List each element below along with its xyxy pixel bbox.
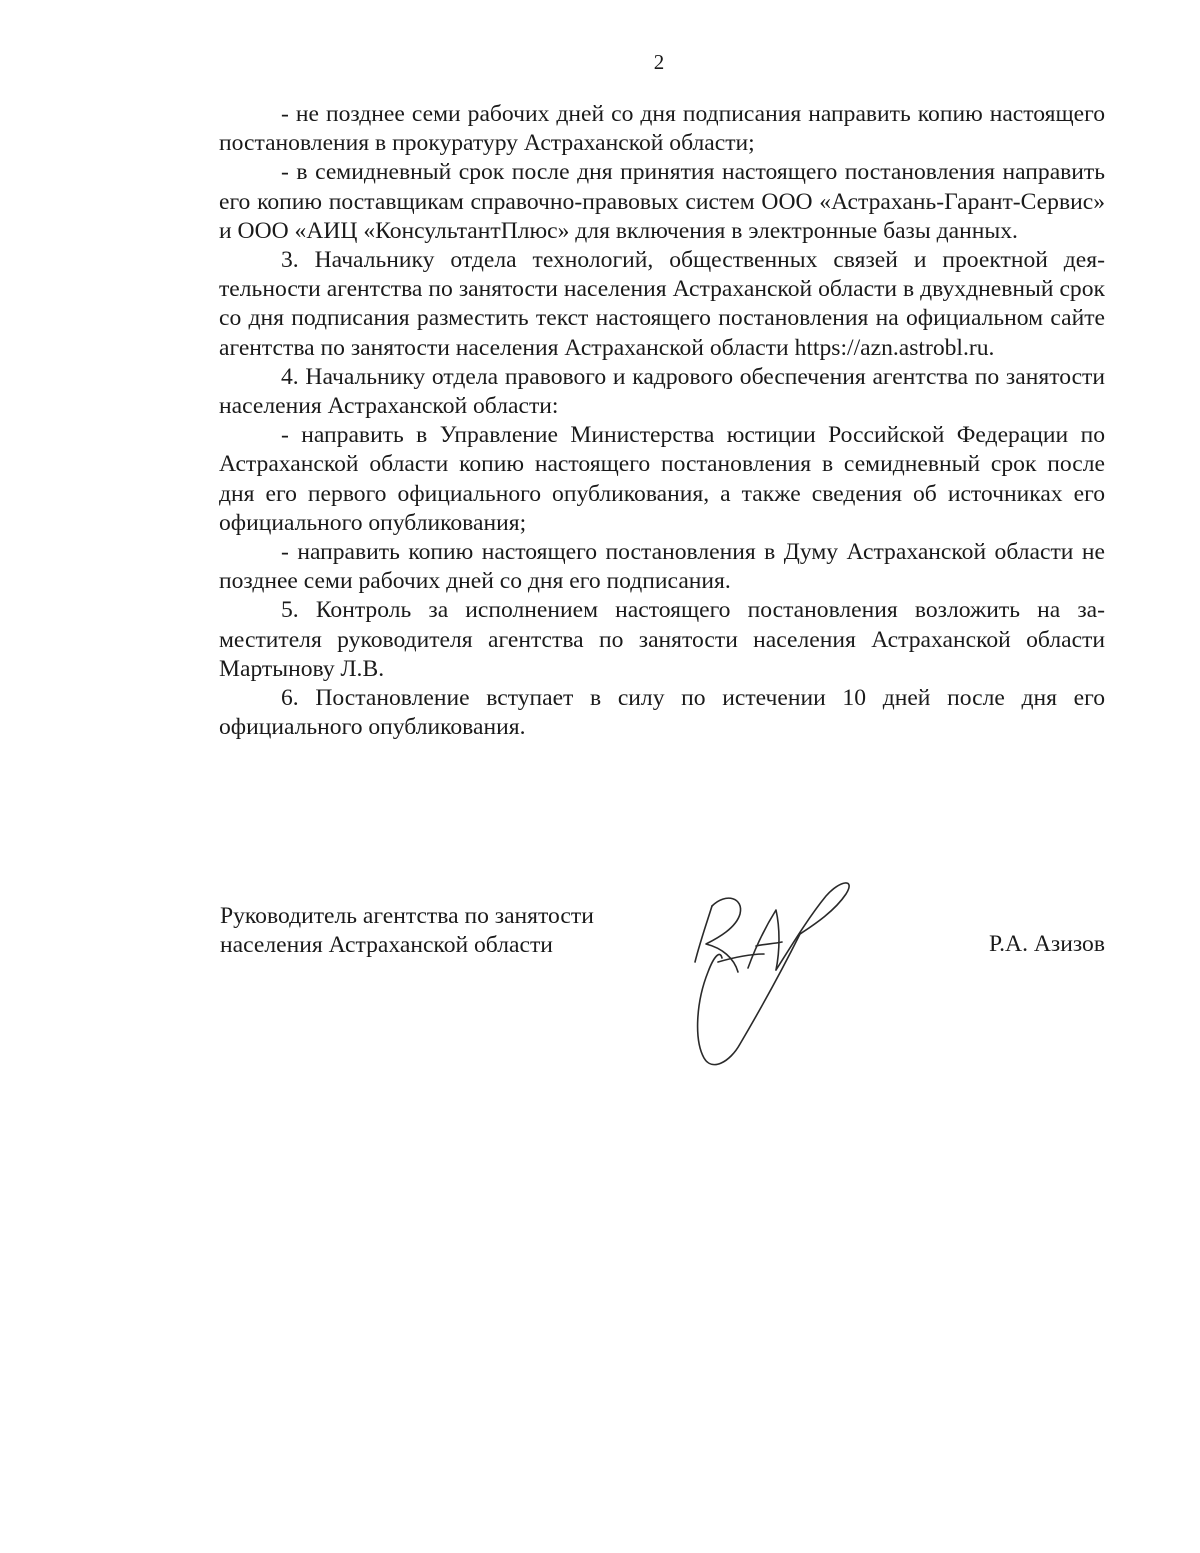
handwritten-signature — [660, 862, 860, 1082]
signature-block — [220, 902, 1105, 1082]
paragraph-item-6: 6. Постановление вступает в силу по истечении 10 дней после дня его официального опубликования. — [219, 685, 1105, 741]
signer-title-line-2: населения Астраханской области — [220, 932, 553, 959]
paragraph-item-5: 5. Контроль за исполнением настоящего постановления возложить на заместителя руководителя агентства по занятости населения Астраханской области Мартынову Л.В. — [219, 597, 1105, 682]
paragraph-item-3: 3. Начальнику отдела технологий, общественных связей и проектной деятельности агентства по занятости населения Астраханской области в двухдневный срок со дня подписания разместить текст настоящего постановления на официальном сайте агентства по занятости населения Астраханской области https://azn.astrobl.ru. — [219, 247, 1105, 361]
signer-name: Р.А. Азизов — [988, 931, 1105, 957]
paragraph-ministry-justice: - направить в Управление Министерства юстиции Российской Федерации по Астраханской области копию настоящего постановления в семидневный срок после дня его первого официального опубликования, а также сведения об источниках его официального опубликования; — [219, 422, 1105, 536]
document-body — [219, 100, 1105, 742]
signer-title — [220, 902, 680, 960]
signer-title-line-1: Руководитель агентства по занятости — [220, 903, 594, 929]
paragraph-item-4: 4. Начальнику отдела правового и кадрового обеспечения агентства по занятости населения Астраханской области: — [219, 363, 1105, 420]
page-number: 2 — [653, 50, 665, 74]
paragraph-prosecutor-copy: - не позднее семи рабочих дней со дня подписания направить копию настоящего постановления в прокуратуру Астраханской области; — [219, 101, 1105, 157]
paragraph-legal-systems-copy: - в семидневный срок после дня принятия настоящего постановления направить его копию поставщикам справочно-правовых систем ООО «Астрахань-Гарант-Сервис» и ООО «АИЦ «КонсультантПлюс» для включения в электронные базы данных. — [219, 159, 1105, 244]
paragraph-duma-copy: - направить копию настоящего постановления в Думу Астраханской области не позднее семи рабочих дней со дня его подписания. — [219, 539, 1105, 595]
